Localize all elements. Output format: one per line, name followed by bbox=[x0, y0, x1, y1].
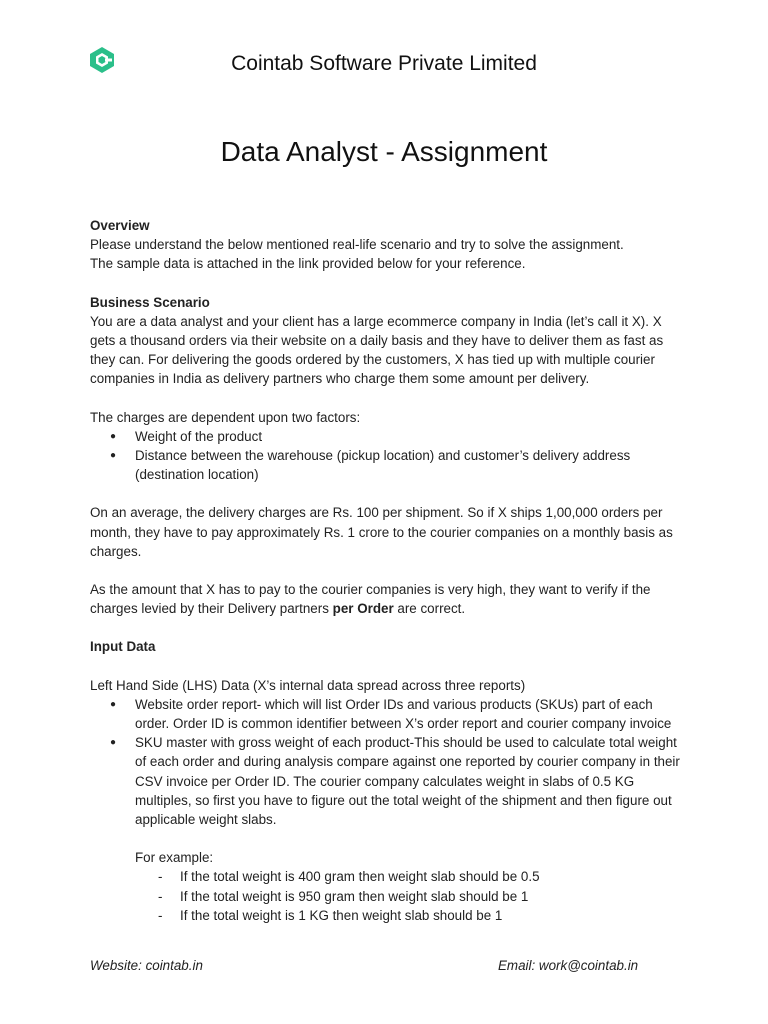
lhs-report-list bbox=[90, 695, 690, 829]
scenario-heading: Business Scenario bbox=[90, 294, 210, 310]
overview-line: The sample data is attached in the link provided below for your reference. bbox=[90, 256, 526, 272]
input-heading: Input Data bbox=[90, 639, 156, 655]
scenario-paragraph: You are a data analyst and your client has a large ecommerce company in India (let’s call it X). X gets a thousand orders via their website on a daily basis and they have to deliver them as fast as they can. For delivering the goods ordered by the customers, X has tied up with multiple courier companies in India as delivery partners who charge them some amount per delivery. bbox=[90, 313, 664, 387]
example-label: For example: bbox=[135, 850, 214, 866]
charges-intro: The charges are dependent upon two factors: bbox=[90, 409, 361, 425]
verify-paragraph bbox=[90, 580, 690, 618]
overview-heading: Overview bbox=[90, 218, 150, 233]
verify-text-end: are correct. bbox=[393, 601, 466, 617]
average-charges-paragraph: On an average, the delivery charges are Rs. 100 per shipment. So if X ships 1,00,000 orders per month, they have to pay approximately Rs. 1 crore to the courier companies on a monthly basis as charges. bbox=[90, 505, 673, 559]
factor-list bbox=[90, 427, 690, 485]
document-body bbox=[90, 216, 690, 925]
verify-emphasis: per Order bbox=[332, 601, 394, 617]
list-item: ● Website order report- which will list Order IDs and various products (SKUs) part of each order. Order ID is common identifier between X’s order report and courier company invoice bbox=[135, 695, 690, 733]
footer-website: Website: cointab.in bbox=[90, 958, 203, 973]
company-name: Cointab Software Private Limited bbox=[231, 52, 537, 75]
footer-email: Email: work@cointab.in bbox=[498, 958, 639, 973]
list-item: ● Distance between the warehouse (pickup location) and customer’s delivery address (destination location) bbox=[135, 446, 690, 484]
list-item: - If the total weight is 400 gram then weight slab should be 0.5 bbox=[180, 867, 690, 886]
list-item: ● Weight of the product bbox=[135, 427, 690, 446]
list-item: - If the total weight is 1 KG then weight slab should be 1 bbox=[180, 906, 690, 925]
document-title: Data Analyst - Assignment bbox=[220, 136, 548, 167]
lhs-description: Left Hand Side (LHS) Data (X’s internal data spread across three reports) bbox=[90, 677, 526, 693]
verify-text: As the amount that X has to pay to the courier companies is very high, they want to verify if the charges levied by their Delivery partners bbox=[90, 582, 651, 617]
overview-line: Please understand the below mentioned real-life scenario and try to solve the assignment. bbox=[90, 237, 624, 253]
example-list bbox=[90, 867, 690, 925]
list-item: - If the total weight is 950 gram then weight slab should be 1 bbox=[180, 887, 690, 906]
list-item: ● SKU master with gross weight of each product-This should be used to calculate total weight of each order and during analysis compare against one reported by courier company in their CSV invoice per Order ID. The courier company calculates weight in slabs of 0.5 KG multiples, so first you have to figure out the total weight of the shipment and then figure out applicable weight slabs. bbox=[135, 733, 690, 829]
